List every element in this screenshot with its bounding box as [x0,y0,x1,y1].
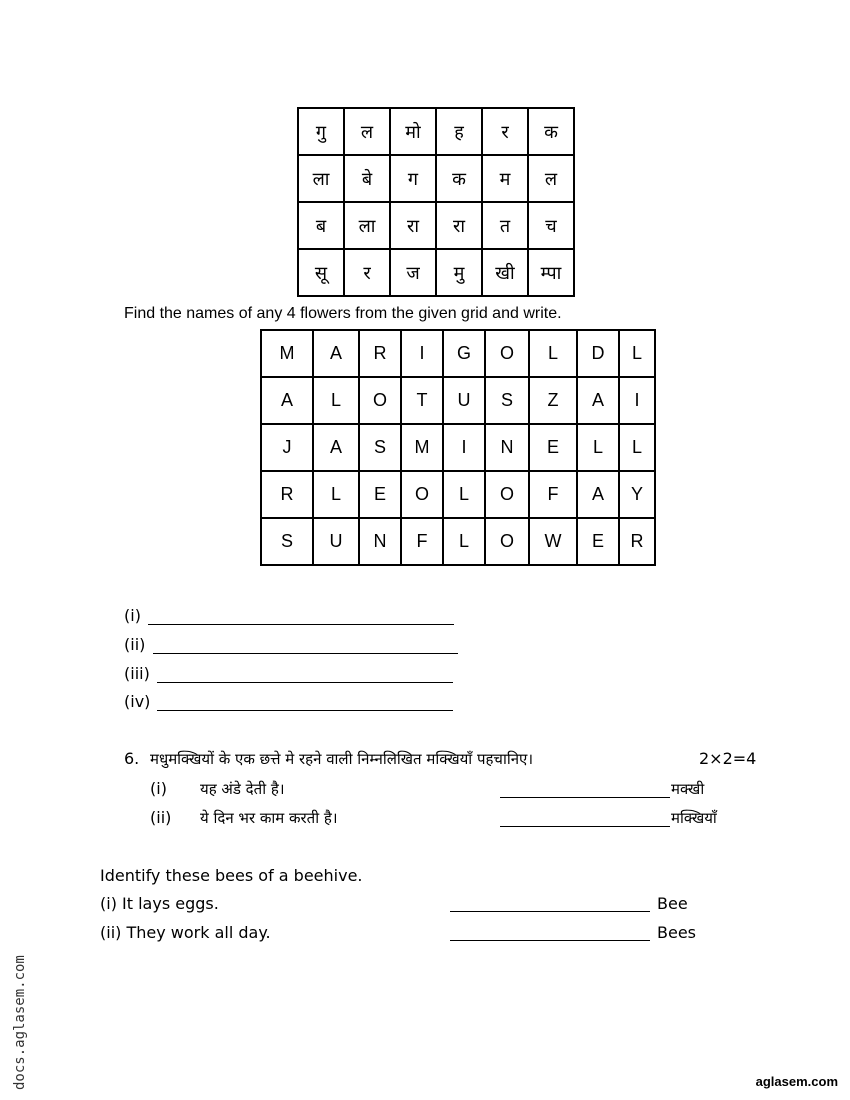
q6-en-item-1-suffix: Bee [657,894,688,913]
english-grid-row [261,330,655,377]
hindi-grid-cell: म्पा [528,249,574,296]
hindi-grid-row [298,249,574,296]
corner-watermark: aglasem.com [755,1074,838,1089]
q6-hi-item-2-line [500,826,670,827]
english-grid-cell: U [443,377,485,424]
hindi-grid-row [298,155,574,202]
english-grid-cell: L [443,471,485,518]
q6-en-item-1-text: (i) It lays eggs. [100,894,219,913]
hindi-grid-row [298,202,574,249]
english-grid-cell: I [619,377,655,424]
hindi-grid-cell: मु [436,249,482,296]
english-grid-cell: L [313,377,359,424]
english-grid-cell: E [529,424,577,471]
english-grid-cell: F [529,471,577,518]
hindi-grid-cell: र [482,108,528,155]
q6-hi-item-1-suffix: मक्खी [671,780,705,798]
answer-label-3: (iii) [124,664,150,683]
hindi-grid-cell: च [528,202,574,249]
english-grid-cell: R [359,330,401,377]
q6-hi-item-1-line [500,797,670,798]
english-grid-cell: O [359,377,401,424]
english-grid-cell: O [485,518,529,565]
q6-hi-item-2-text: ये दिन भर काम करती है। [200,809,338,827]
english-grid-cell: O [485,471,529,518]
english-grid-cell: W [529,518,577,565]
hindi-grid-cell: सू [298,249,344,296]
english-grid-cell: M [261,330,313,377]
q6-number: 6. [124,749,140,768]
english-grid-row [261,471,655,518]
english-grid-cell: L [619,424,655,471]
q6-hi-item-2-num: (ii) [150,808,172,827]
hindi-grid-cell: मो [390,108,436,155]
english-grid-cell: Z [529,377,577,424]
answer-line-4 [157,710,453,711]
hindi-grid-cell: ग [390,155,436,202]
english-grid-cell: R [261,471,313,518]
answer-line-2 [153,653,458,654]
hindi-grid-cell: ह [436,108,482,155]
english-grid-cell: E [359,471,401,518]
answer-line-3 [157,682,453,683]
english-grid-cell: R [619,518,655,565]
answer-label-4: (iv) [124,692,151,711]
english-grid-cell: T [401,377,443,424]
english-grid-cell: A [313,330,359,377]
english-grid-cell: L [529,330,577,377]
hindi-grid-cell: म [482,155,528,202]
q6-en-item-2-suffix: Bees [657,923,696,942]
english-grid-cell: L [577,424,619,471]
q6-marks: 2×2=4 [699,749,757,768]
english-grid-cell: O [485,330,529,377]
hindi-grid-cell: क [528,108,574,155]
hindi-grid-cell: ला [344,202,390,249]
hindi-grid-cell: खी [482,249,528,296]
english-grid-cell: L [443,518,485,565]
english-grid-cell: S [261,518,313,565]
q6-hi-item-2-suffix: मक्खियाँ [671,809,717,827]
english-word-grid [260,329,656,566]
english-grid-cell: E [577,518,619,565]
english-grid-cell: S [485,377,529,424]
english-grid-cell: F [401,518,443,565]
hindi-word-grid [297,107,575,297]
q6-hi-item-1-text: यह अंडे देती है। [200,780,285,798]
english-grid-cell: A [577,377,619,424]
english-grid-cell: G [443,330,485,377]
english-grid-cell: D [577,330,619,377]
hindi-grid-cell: क [436,155,482,202]
hindi-grid-cell: रा [436,202,482,249]
side-watermark: docs.aglasem.com [12,955,28,1090]
english-grid-cell: I [443,424,485,471]
english-grid-cell: M [401,424,443,471]
english-grid-cell: L [313,471,359,518]
hindi-grid-cell: त [482,202,528,249]
hindi-grid-cell: ल [528,155,574,202]
hindi-grid-cell: ल [344,108,390,155]
english-grid-row [261,377,655,424]
q6-text-hindi: मधुमक्खियों के एक छत्ते मे रहने वाली निम्नलिखित मक्खियाँ पहचानिए। [150,750,534,768]
hindi-grid-row [298,108,574,155]
q6-en-item-2-text: (ii) They work all day. [100,923,271,942]
hindi-grid-cell: रा [390,202,436,249]
q6-hi-item-1-num: (i) [150,779,167,798]
english-grid-cell: S [359,424,401,471]
english-grid-cell: O [401,471,443,518]
english-grid-cell: I [401,330,443,377]
hindi-grid-cell: गु [298,108,344,155]
hindi-grid-cell: ला [298,155,344,202]
q6-title-english: Identify these bees of a beehive. [100,866,363,885]
english-grid-cell: U [313,518,359,565]
instruction-text: Find the names of any 4 flowers from the given grid and write. [124,305,562,322]
answer-label-1: (i) [124,606,141,625]
english-grid-cell: J [261,424,313,471]
english-grid-cell: Y [619,471,655,518]
hindi-grid-cell: बे [344,155,390,202]
q6-en-item-2-line [450,940,650,941]
english-grid-cell: L [619,330,655,377]
english-grid-cell: N [359,518,401,565]
english-grid-cell: A [313,424,359,471]
answer-line-1 [148,624,454,625]
answer-label-2: (ii) [124,635,146,654]
q6-en-item-1-line [450,911,650,912]
hindi-grid-cell: ज [390,249,436,296]
english-grid-cell: A [261,377,313,424]
hindi-grid-cell: र [344,249,390,296]
english-grid-cell: A [577,471,619,518]
english-grid-cell: N [485,424,529,471]
hindi-grid-cell: ब [298,202,344,249]
english-grid-row [261,424,655,471]
english-grid-row [261,518,655,565]
